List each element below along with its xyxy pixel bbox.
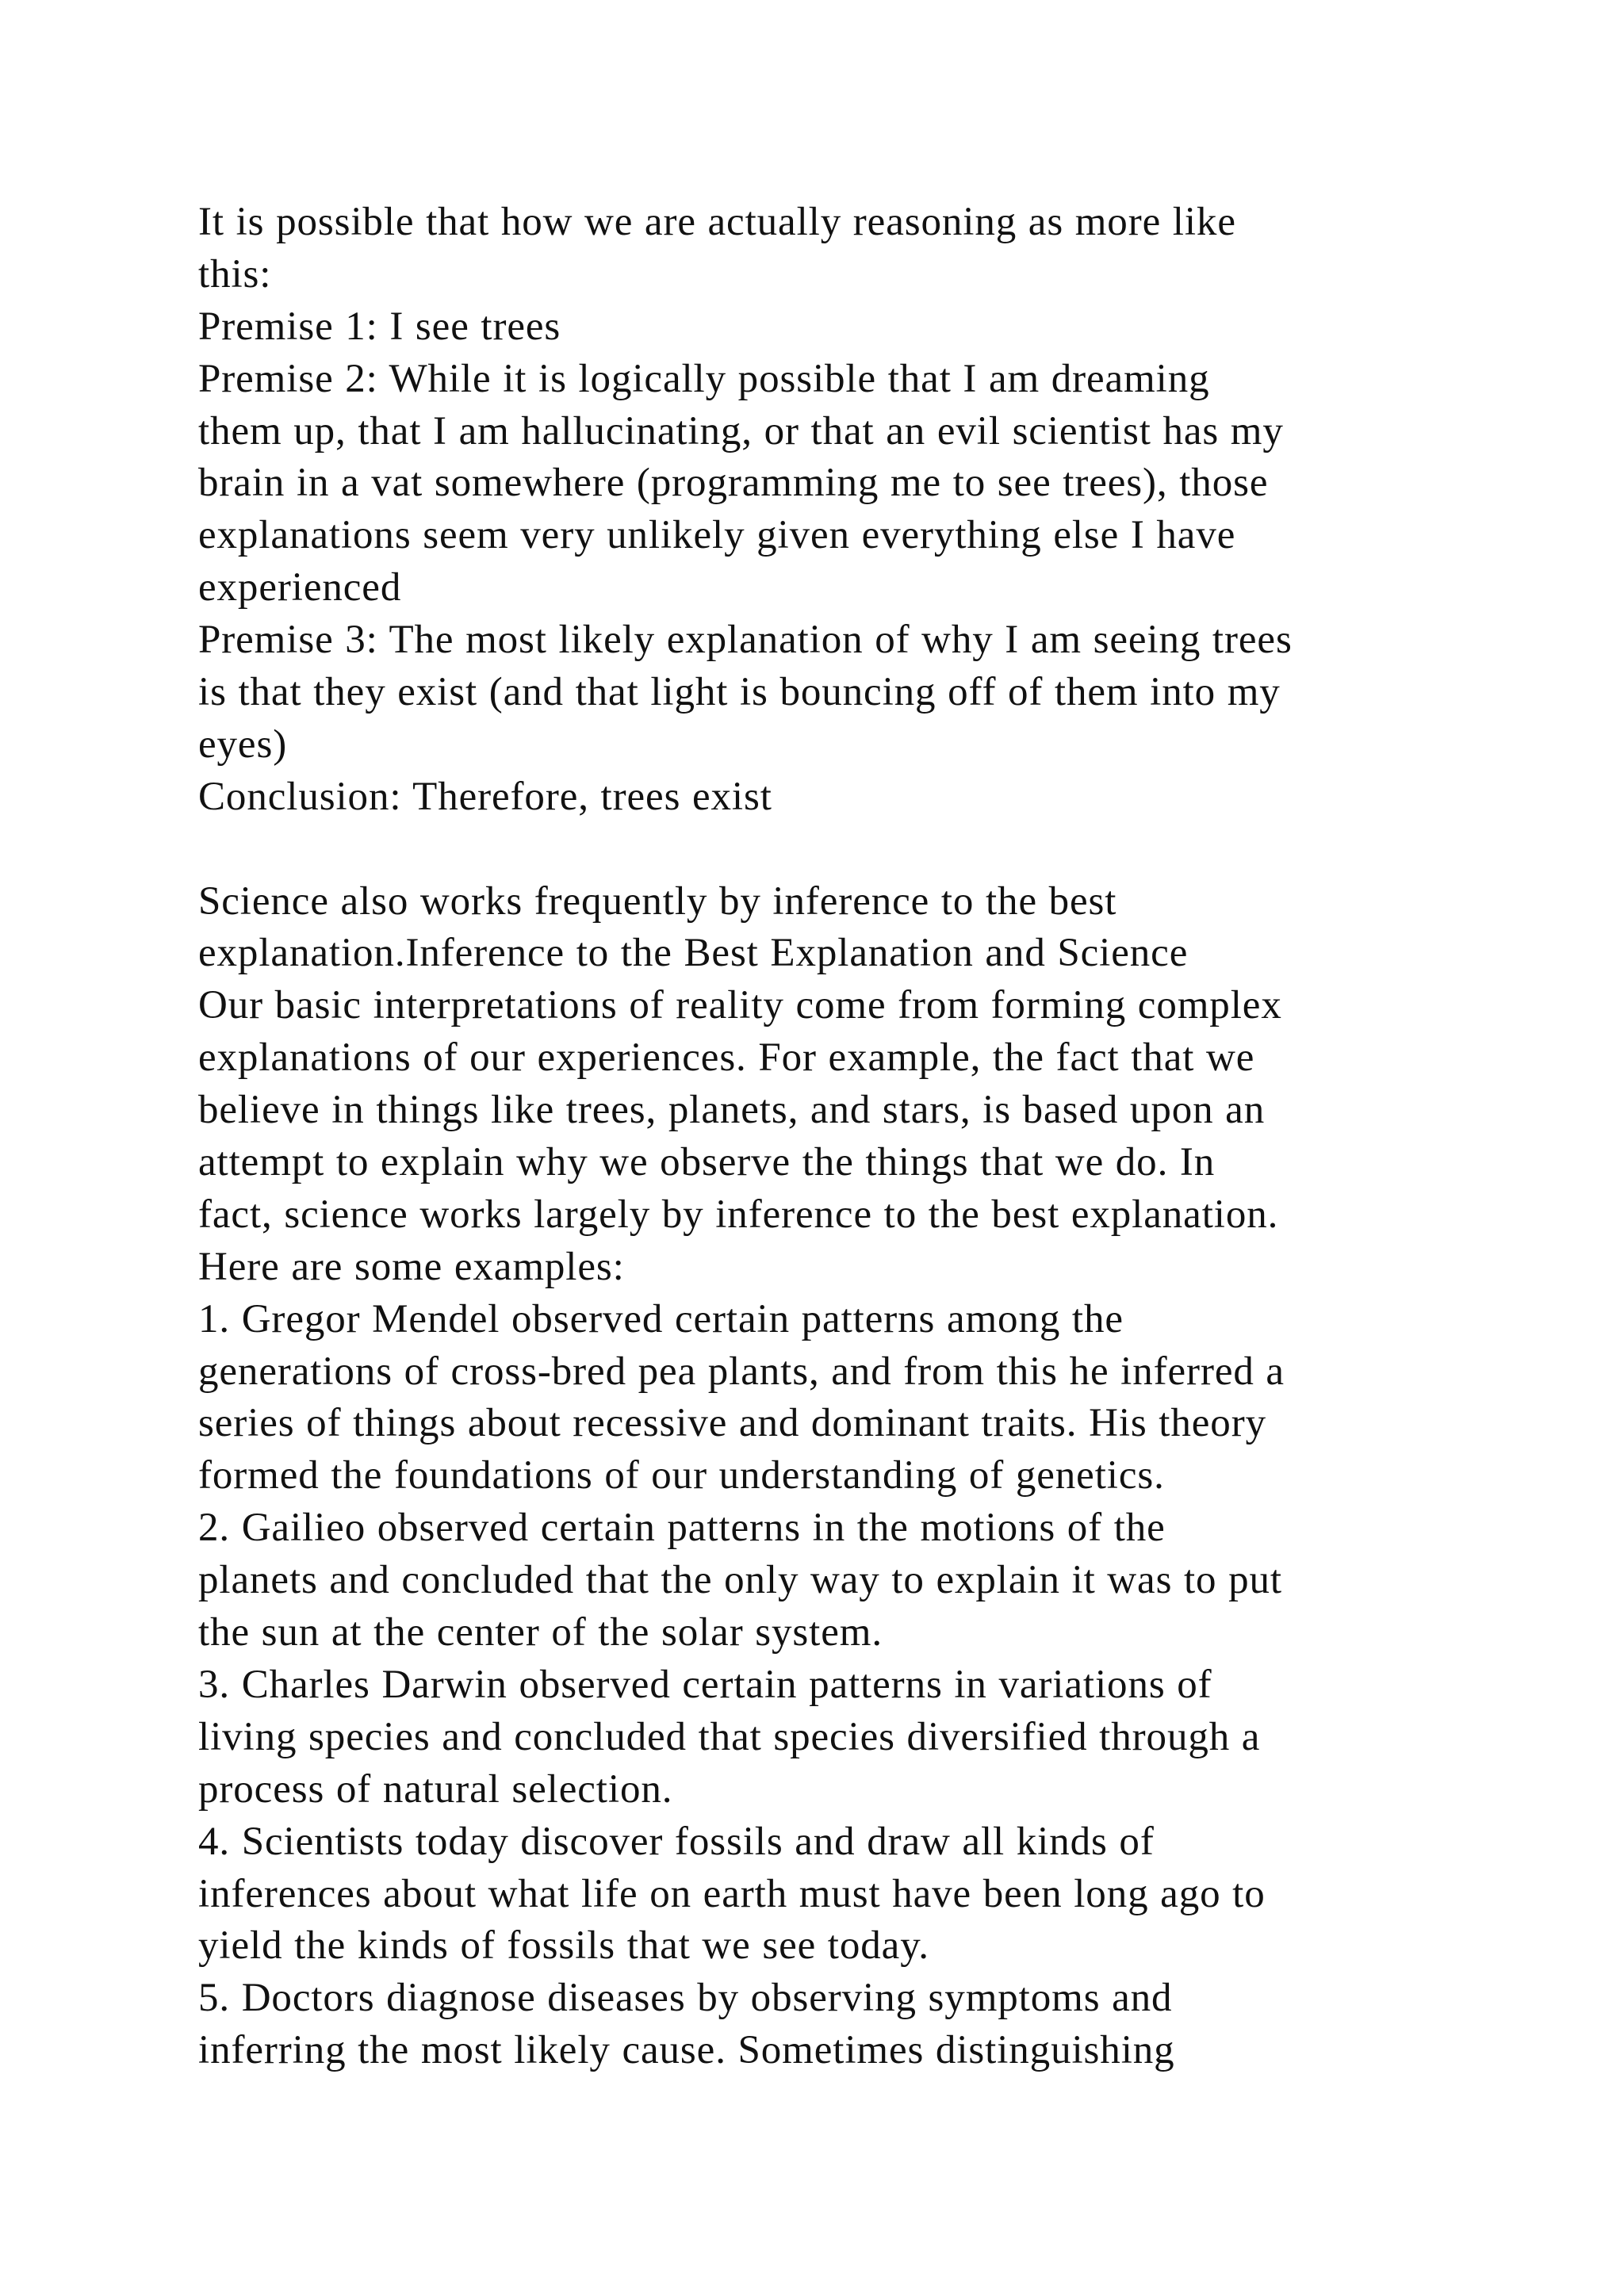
- text-line: brain in a vat somewhere (programming me to see trees), those: [198, 461, 1269, 506]
- text-line: this:: [198, 251, 272, 297]
- text-line: explanations seem very unlikely given everything else I have: [198, 513, 1236, 558]
- text-line: fact, science works largely by inference to the best explanation.: [198, 1192, 1279, 1237]
- text-line: them up, that I am hallucinating, or that an evil scientist has my: [198, 408, 1284, 453]
- text-line: inferring the most likely cause. Sometimes distinguishing: [198, 2028, 1175, 2073]
- text-line: attempt to explain why we observe the things that we do. In: [198, 1140, 1216, 1185]
- text-line: process of natural selection.: [198, 1766, 673, 1812]
- text-line: Science also works frequently by inference to the best: [198, 878, 1117, 924]
- text-line: 2. Gailieo observed certain patterns in the motions of the: [198, 1506, 1166, 1551]
- text-line: Here are some examples:: [198, 1244, 625, 1289]
- text-line: generations of cross-bred pea plants, and from this he inferred a: [198, 1349, 1285, 1394]
- text-line: series of things about recessive and dominant traits. His theory: [198, 1401, 1266, 1446]
- text-line: Premise 1: I see trees: [198, 304, 561, 349]
- text-line: living species and concluded that species diversified through a: [198, 1714, 1261, 1759]
- text-line: formed the foundations of our understanding of genetics.: [198, 1453, 1165, 1498]
- text-line: inferences about what life on earth must have been long ago to: [198, 1871, 1266, 1916]
- text-line: planets and concluded that the only way to explain it was to put: [198, 1558, 1282, 1603]
- text-line: 3. Charles Darwin observed certain patterns in variations of: [198, 1662, 1212, 1707]
- text-line: It is possible that how we are actually reasoning as more like: [198, 200, 1236, 244]
- text-line: the sun at the center of the solar system.: [198, 1610, 883, 1655]
- blank-line: [198, 824, 1507, 876]
- text-line: 4. Scientists today discover fossils and draw all kinds of: [198, 1819, 1155, 1864]
- text-line: experienced: [198, 565, 402, 610]
- text-line: 1. Gregor Mendel observed certain patterns among the: [198, 1296, 1124, 1341]
- document-text: [198, 197, 1507, 2077]
- text-line: explanation.Inference to the Best Explanation and Science: [198, 931, 1189, 976]
- text-line: Conclusion: Therefore, trees exist: [198, 774, 772, 819]
- text-line: yield the kinds of fossils that we see today.: [198, 1923, 929, 1969]
- text-line: explanations of our experiences. For example, the fact that we: [198, 1035, 1255, 1081]
- text-line: Premise 2: While it is logically possible that I am dreaming: [198, 356, 1210, 401]
- text-line: 5. Doctors diagnose diseases by observing symptoms and: [198, 1976, 1173, 2021]
- text-line: eyes): [198, 721, 288, 767]
- text-line: believe in things like trees, planets, and stars, is based upon an: [198, 1088, 1266, 1133]
- text-line: is that they exist (and that light is bouncing off of them into my: [198, 670, 1281, 715]
- text-line: Premise 3: The most likely explanation of why I am seeing trees: [198, 618, 1293, 663]
- text-line: Our basic interpretations of reality come from forming complex: [198, 983, 1282, 1028]
